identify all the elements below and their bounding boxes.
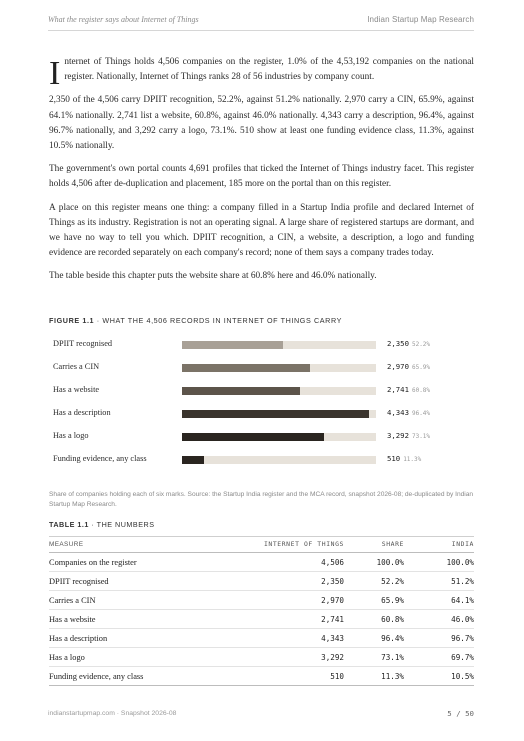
bar-row — [49, 404, 474, 427]
bar-value-label — [387, 339, 430, 348]
bar-share: 60.8% — [411, 387, 431, 394]
bar-share: 52.2% — [411, 341, 431, 348]
cell-measure: Has a logo — [49, 648, 209, 667]
publisher-name: Indian Startup Map Research — [367, 15, 474, 24]
bar-count: 4,343 — [387, 408, 409, 417]
bar-category-label: Has a website — [53, 385, 100, 394]
intro-paragraph: Internet of Things holds 4,506 companies on the register, 1.0% of the 4,53,192 companies on the national register. Nationally, Internet of Things ranks 28 of 56 industries by company count. — [49, 55, 474, 92]
bar-fill — [182, 364, 310, 372]
page-number: 5 / 50 — [447, 709, 474, 718]
bar-track — [182, 387, 376, 395]
bar-row — [49, 358, 474, 381]
col-header-share: SHARE — [344, 537, 404, 553]
table-row — [49, 572, 474, 591]
header-divider — [48, 30, 474, 31]
body-text — [49, 55, 474, 293]
cell-measure: DPIIT recognised — [49, 572, 209, 591]
cell-iot: 4,343 — [209, 629, 344, 648]
bar-count: 2,970 — [387, 362, 409, 371]
bar-category-label: Carries a CIN — [53, 362, 100, 371]
bar-fill — [182, 456, 204, 464]
cell-share: 11.3% — [344, 667, 404, 686]
figure-caption: Share of companies holding each of six marks. Source: the Startup India register and the MCA record, snapshot 2026-08; de-duplicated by Indian Startup Map Research. — [49, 491, 474, 508]
bar-value-label — [387, 385, 430, 394]
cell-india: 46.0% — [404, 610, 474, 629]
figure-label: FIGURE 1.1 · WHAT THE 4,506 RECORDS IN INTERNET OF THINGS CARRY — [49, 316, 343, 325]
cell-iot: 2,970 — [209, 591, 344, 610]
cell-india: 69.7% — [404, 648, 474, 667]
cell-india: 51.2% — [404, 572, 474, 591]
cell-india: 10.5% — [404, 667, 474, 686]
bar-category-label: Has a logo — [53, 431, 89, 440]
bar-share: 96.4% — [411, 410, 431, 417]
cell-india: 100.0% — [404, 553, 474, 572]
bar-count: 2,741 — [387, 385, 409, 394]
bar-category-label: DPIIT recognised — [53, 339, 113, 348]
table-row — [49, 610, 474, 629]
bar-track — [182, 364, 376, 372]
marks-bar-chart — [49, 335, 474, 480]
bar-count: 510 — [387, 454, 401, 463]
cell-iot: 510 — [209, 667, 344, 686]
numbers-table — [49, 536, 474, 686]
bar-track — [182, 456, 376, 464]
bar-value-label — [387, 362, 430, 371]
table-header-row — [49, 537, 474, 553]
cell-iot: 2,741 — [209, 610, 344, 629]
cell-india: 64.1% — [404, 591, 474, 610]
page-footer — [48, 710, 474, 717]
table-row — [49, 667, 474, 686]
paragraph-marks: 2,350 of the 4,506 carry DPIIT recognition, 52.2%, against 51.2% nationally. 2,970 carry a CIN, 65.9%, against 64.1% nationally. 2,741 list a website, 60.8%, against 46.0% nationally. 4,343 carry a description, 96.4%, against 96.7% nationally, and 3,292 carry a logo, 73.1%. 510 show at least one funding evidence class, 11.3%, against 10.5% nationally. — [49, 95, 474, 152]
bar-fill — [182, 410, 369, 418]
bar-share: 73.1% — [411, 433, 431, 440]
cell-iot: 3,292 — [209, 648, 344, 667]
cell-iot: 4,506 — [209, 553, 344, 572]
cell-share: 100.0% — [344, 553, 404, 572]
paragraph-caveat: A place on this register means one thing: a company filled in a Startup India profile and declared Internet of Things as its industry. Registration is not an operating signal. A large share of registered startups are dormant, and we have no way to tell you which. DPIIT recognition, a CIN, a website, a description, a logo and funding evidence are recorded separately on each company's record; none of them says a company trades today. — [49, 202, 474, 259]
bar-track — [182, 433, 376, 441]
bar-row — [49, 450, 474, 473]
col-header-measure: MEASURE — [49, 537, 209, 553]
bar-row — [49, 381, 474, 404]
bar-count: 3,292 — [387, 431, 409, 440]
cell-measure: Has a website — [49, 610, 209, 629]
table-row — [49, 629, 474, 648]
chapter-title: What the register says about Internet of Things — [48, 15, 199, 24]
cell-share: 73.1% — [344, 648, 404, 667]
cell-measure: Funding evidence, any class — [49, 667, 209, 686]
bar-category-label: Has a description — [53, 408, 111, 417]
bar-row — [49, 335, 474, 358]
table-row — [49, 553, 474, 572]
bar-share: 11.3% — [403, 456, 422, 463]
cell-share: 52.2% — [344, 572, 404, 591]
paragraph-table-note: The table beside this chapter puts the website share at 60.8% here and 46.0% nationally. — [49, 271, 377, 282]
bar-category-label: Funding evidence, any class — [53, 454, 147, 463]
bar-share: 65.9% — [411, 364, 431, 371]
cell-measure: Companies on the register — [49, 553, 209, 572]
cell-measure: Carries a CIN — [49, 591, 209, 610]
table-row — [49, 591, 474, 610]
cell-share: 96.4% — [344, 629, 404, 648]
cell-iot: 2,350 — [209, 572, 344, 591]
bar-track — [182, 341, 376, 349]
bar-fill — [182, 341, 283, 349]
bar-value-label — [387, 431, 430, 440]
running-header — [48, 15, 474, 29]
cell-share: 60.8% — [344, 610, 404, 629]
bar-fill — [182, 387, 300, 395]
cell-india: 96.7% — [404, 629, 474, 648]
bar-value-label — [387, 454, 421, 463]
cell-measure: Has a description — [49, 629, 209, 648]
bar-row — [49, 427, 474, 450]
bar-count: 2,350 — [387, 339, 409, 348]
table-row — [49, 648, 474, 667]
bar-fill — [182, 433, 324, 441]
bar-value-label — [387, 408, 430, 417]
paragraph-portal: The government's own portal counts 4,691 profiles that ticked the Internet of Things industry facet. This register holds 4,506 after de-duplication and placement, 185 more on the portal than on this register. — [49, 164, 474, 190]
table-label: TABLE 1.1 · THE NUMBERS — [49, 520, 155, 529]
col-header-iot: INTERNET OF THINGS — [209, 537, 344, 553]
bar-track — [182, 410, 376, 418]
drop-cap: I — [49, 55, 61, 92]
cell-share: 65.9% — [344, 591, 404, 610]
col-header-india: INDIA — [404, 537, 474, 553]
footer-source: indianstartupmap.com · Snapshot 2026-08 — [48, 710, 177, 717]
